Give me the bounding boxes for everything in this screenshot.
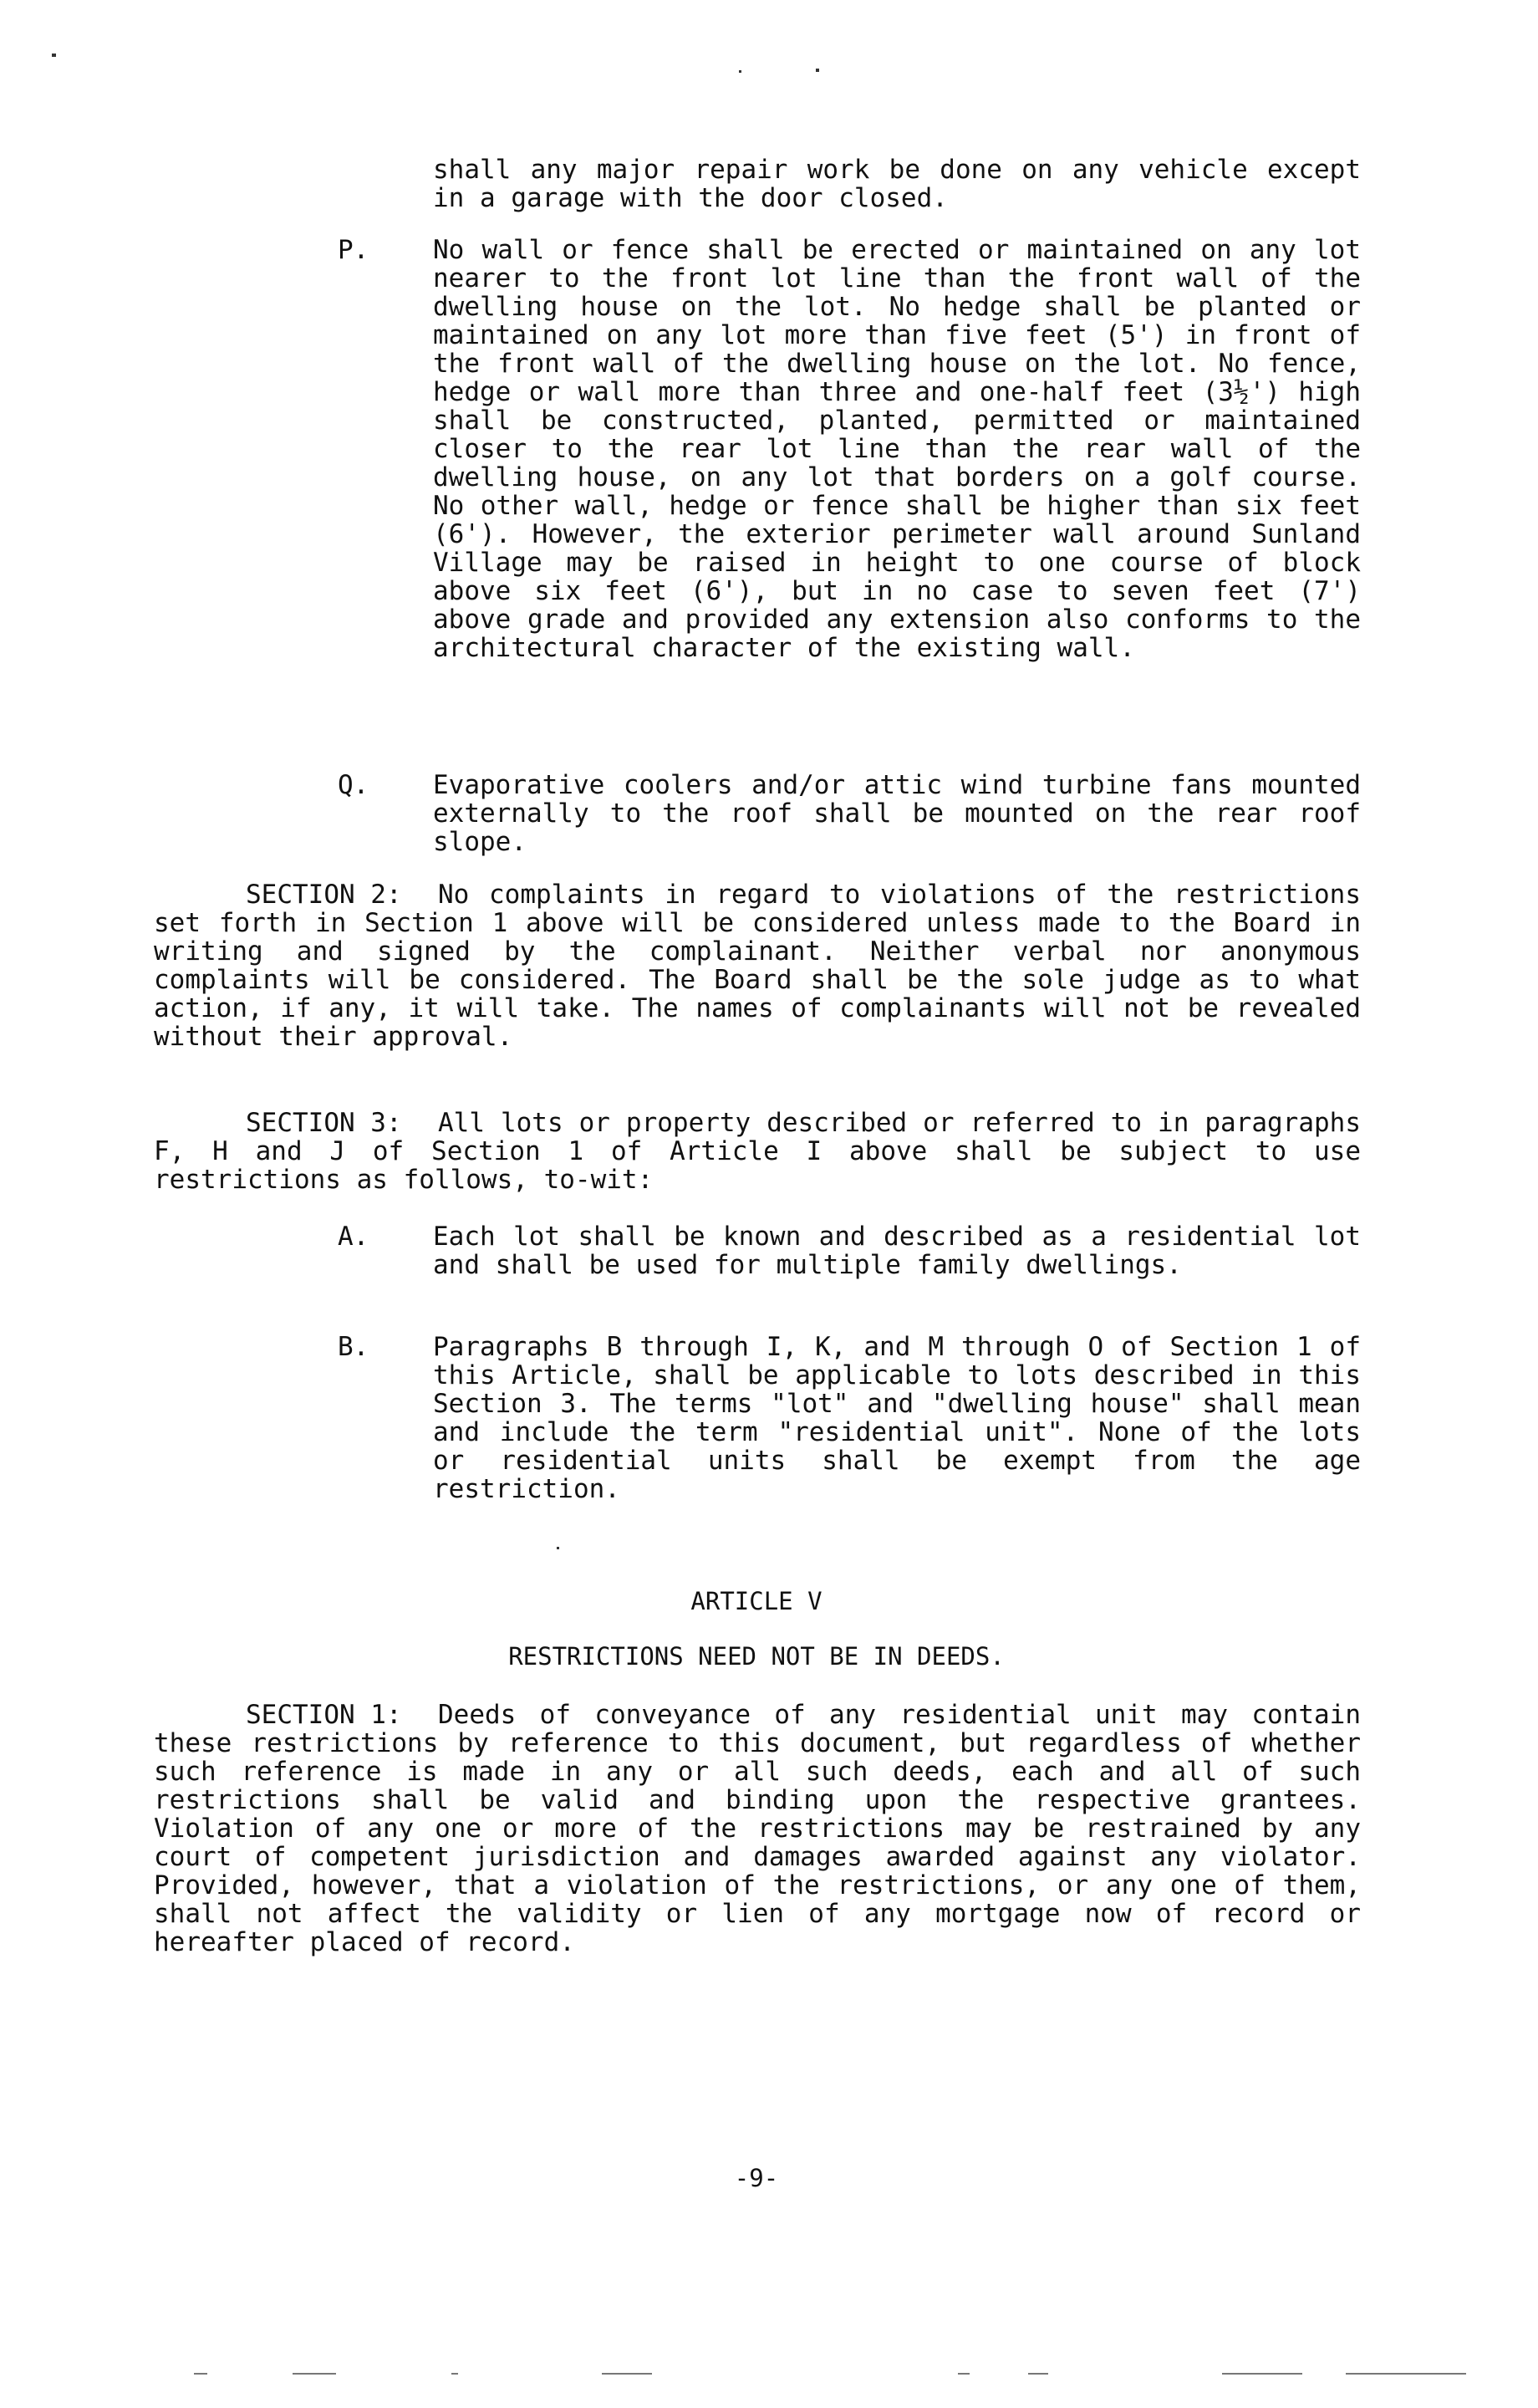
continuation-paragraph: shall any major repair work be done on any vehicle except in a garage with the door closed. xyxy=(433,155,1361,213)
scan-artifact xyxy=(293,2373,336,2375)
item-letter-q: Q. xyxy=(338,770,369,800)
page-number: -9- xyxy=(734,2164,779,2192)
scan-artifact xyxy=(451,2373,458,2375)
article-5-section-1-paragraph xyxy=(154,1701,1361,1956)
item-text-p: No wall or fence shall be erected or maintained on any lot nearer to the front lot line than the front wall of the dwelling house on the lot. No hedge shall be planted or maintained on any lot more than five feet (5') in front of the front wall of the dwelling house on the lot. No fence, hedge or wall more than three and one-half feet (3½') high shall be constructed, planted, permitted or maintained closer to the rear lot line than the rear wall of the dwelling house, on any lot that borders on a golf course. No other wall, hedge or fence shall be higher than six feet (6'). However, the exterior perimeter wall around Sunland Village may be raised in height to one course of block above six feet (6'), but in no case to seven feet (7') above grade and provided any extension also conforms to the architectural character of the existing wall. xyxy=(433,235,1361,663)
scan-artifact xyxy=(602,2373,652,2375)
item-text-q: Evaporative coolers and/or attic wind turbine fans mounted externally to the roof shall be mounted on the rear roof slope. xyxy=(433,770,1361,857)
scan-artifact xyxy=(1346,2373,1466,2375)
scan-artifact xyxy=(1028,2373,1048,2375)
item-text-a: Each lot shall be known and described as a residential lot and shall be used for multiple family dwellings. xyxy=(433,1222,1361,1280)
scan-artifact xyxy=(194,2373,207,2375)
scan-speck xyxy=(816,69,819,72)
scan-artifact xyxy=(1222,2373,1302,2375)
article-5-section-1-label: SECTION 1: xyxy=(246,1700,402,1730)
section-3-text: All lots or property described or referred to in paragraphs F, H and J of Section 1 of Article I above shall be subject to use restrictions as follows, to-wit: xyxy=(154,1108,1361,1195)
scan-speck xyxy=(739,70,741,73)
scan-speck xyxy=(52,54,56,57)
item-letter-a: A. xyxy=(338,1222,369,1252)
article-5-section-1-text: Deeds of conveyance of any residential unit may contain these restrictions by reference to this document, but regardless of whether such reference is made in any or all such deeds, each and all of such restrictions shall be valid and binding upon the respective grantees. Violation of any one or more of the restrictions may be restrained by any court of competent jurisdiction and damages awarded against any violator. Provided, however, that a violation of the restrictions, or any one of them, shall not affect the validity or lien of any mortgage now of record or hereafter placed of record. xyxy=(154,1700,1361,1957)
article-heading: ARTICLE V xyxy=(690,1587,822,1615)
section-3-label: SECTION 3: xyxy=(246,1108,402,1138)
item-letter-b: B. xyxy=(338,1332,369,1362)
section-2-label: SECTION 2: xyxy=(246,880,402,910)
scan-artifact xyxy=(958,2373,970,2375)
item-letter-p: P. xyxy=(338,235,369,265)
section-2-paragraph xyxy=(154,880,1361,1051)
section-3-paragraph xyxy=(154,1109,1361,1194)
scan-speck xyxy=(557,1547,559,1549)
section-2-text: No complaints in regard to violations of the restrictions set forth in Section 1 above will be considered unless made to the Board in writing and signed by the complainant. Neither verbal nor anonymous complaints will be considered. The Board shall be the sole judge as to what action, if any, it will take. The names of complainants will not be revealed without their approval. xyxy=(154,880,1361,1052)
item-text-b: Paragraphs B through I, K, and M through O of Section 1 of this Article, shall be applicable to lots described in this Section 3. The terms "lot" and "dwelling house" shall mean and include the term "residential unit". None of the lots or residential units shall be exempt from the age restriction. xyxy=(433,1332,1361,1504)
article-subheading: RESTRICTIONS NEED NOT BE IN DEEDS. xyxy=(508,1642,1005,1671)
